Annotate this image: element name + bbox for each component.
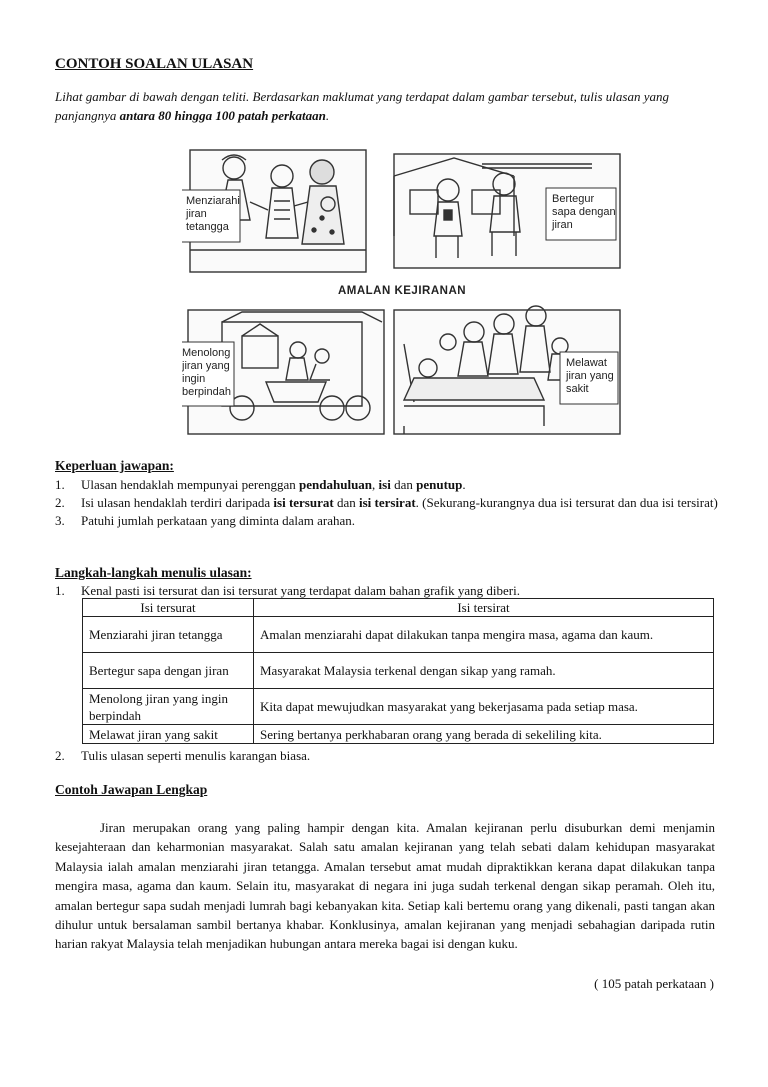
table-cell: Bertegur sapa dengan jiran [83,653,254,689]
item-text: Isi ulasan hendaklah terdiri daripada [81,495,274,510]
list-number: 2. [55,748,65,763]
essay-paragraph [55,818,715,954]
item-text: . (Sekurang-kurangnya dua isi tersurat dan dua isi tersirat) [415,495,718,510]
caption-1-line-1: Menziarahi [186,195,240,207]
illustration-amalan-kejiranan [182,146,622,442]
item-bold: isi [378,477,391,492]
word-count: ( 105 patah perkataan ) [594,976,714,991]
item-text: Patuhi jumlah perkataan yang diminta dalam arahan. [81,513,355,528]
list-item [55,476,725,494]
table-cell: Kita dapat mewujudkan masyarakat yang bekerjasama pada setiap masa. [254,689,714,725]
page-title: CONTOH SOALAN ULASAN [55,56,254,72]
table-cell: Sering bertanya perkhabaran orang yang berada di sekeliling kita. [254,725,714,744]
essay-text: Jiran merupakan orang yang paling hampir dengan kita. Amalan kejiranan perlu disuburkan demi menjamin kesejahteraan dan keharmonian masyarakat. Salah satu amalan kejiranan yang telah sebati dalam kehidupan masyarakat Malaysia ialah amalan menziarahi jiran tetangga. Amalan tersebut amat mudah dipraktikkan kerana dapat dilakukan tanpa mengira masa, agama dan kaum. Selain itu, masyarakat di negara ini juga sudah terkenal dengan sikap peramah. Oleh itu, amalan bertegur sapa sudah menjadi lumrah bagi kebanyakan kita. Setiap kali bertemu orang yang dikenali, pasti tangan akan dihulur untuk bersalaman sambil bertanya khabar. Konklusinya, amalan kejiranan yang menjadi sebahagian daripada rutin harian rakyat Malaysia telah menjadikan hubungan antara mereka bagai isi dengan kuku. [55,820,715,952]
contoh-heading: Contoh Jawapan Lengkap [55,782,208,797]
caption-2-line-2: sapa dengan [552,206,616,218]
langkah-heading: Langkah-langkah menulis ulasan: [55,565,252,580]
caption-2-line-1: Bertegur [552,193,595,205]
instruction-end: . [325,108,330,123]
table-row [83,617,714,653]
list-number: 3. [55,513,65,528]
caption-3-line-3: ingin [182,373,206,385]
item-text: . [462,477,466,492]
caption-4-line-1: Melawat [566,357,607,369]
item-text: Ulasan hendaklah mempunyai perenggan [81,477,300,492]
caption-box-4 [560,352,618,404]
table-cell: Masyarakat Malaysia terkenal dengan sikap yang ramah. [254,653,714,689]
table-header: Isi tersirat [254,599,714,617]
caption-3-line-2: jiran yang [182,360,230,372]
caption-4-line-2: jiran yang [566,370,614,382]
isi-table [82,598,714,744]
caption-box-2 [546,188,616,240]
item-text: dan [390,477,417,492]
table-header-row [83,599,714,617]
caption-1-line-2: jiran [186,208,207,220]
instruction [55,87,715,125]
list-number: 1. [55,477,65,492]
table-row [83,653,714,689]
list-number: 1. [55,583,65,598]
caption-box-1 [182,190,240,242]
table-row [83,689,714,725]
caption-box-3 [182,342,234,406]
instruction-word-range: antara 80 hingga 100 patah perkataan [119,108,326,123]
list-item [55,494,725,512]
instruction-text: Lihat gambar di bawah dengan teliti. Berdasarkan maklumat yang terdapat dalam gambar tersebut, tulis ulasan yang panjangnya [55,89,669,123]
caption-3-line-1: Menolong [182,347,231,359]
table-row [83,725,714,744]
table-cell: Amalan menziarahi dapat dilakukan tanpa mengira masa, agama dan kaum. [254,617,714,653]
item-bold: isi tersirat [358,495,416,510]
table-cell: Menolong jiran yang ingin berpindah [83,689,254,725]
item-bold: penutup [416,477,463,492]
table-cell: Melawat jiran yang sakit [83,725,254,744]
keperluan-list [55,476,725,530]
caption-1-line-3: tetangga [186,221,229,233]
item-text: , [372,477,379,492]
keperluan-heading: Keperluan jawapan: [55,458,174,473]
list-item [55,512,725,530]
list-number: 2. [55,495,65,510]
item-text: Kenal pasti isi tersurat dan isi tersurat yang terdapat dalam bahan grafik yang diberi. [81,583,520,598]
caption-4-line-3: sakit [566,383,589,395]
item-bold: pendahuluan [299,477,373,492]
figure-center-label: AMALAN KEJIRANAN [337,285,467,297]
item-text: dan [333,495,359,510]
caption-3-line-4: berpindah [182,386,231,398]
langkah-step-2 [55,747,725,765]
table-header: Isi tersurat [83,599,254,617]
caption-2-line-3: jiran [552,219,573,231]
item-bold: isi tersurat [273,495,334,510]
item-text: Tulis ulasan seperti menulis karangan biasa. [81,748,311,763]
table-cell: Menziarahi jiran tetangga [83,617,254,653]
